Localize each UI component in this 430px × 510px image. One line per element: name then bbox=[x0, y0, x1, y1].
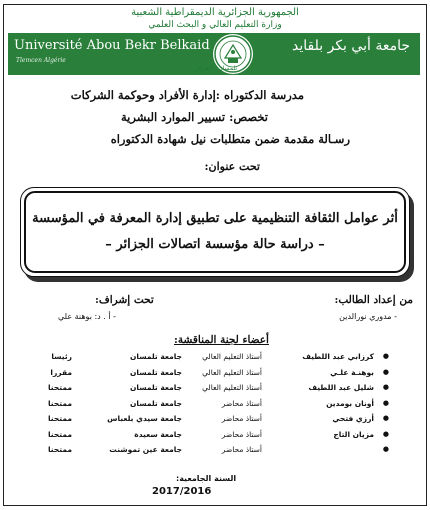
jury-member-institution: جامعة تلمسان bbox=[129, 398, 182, 408]
bullet-icon: ● bbox=[382, 398, 389, 407]
jury-member-name: أرزي فتحي bbox=[332, 414, 374, 423]
supervisor-name: - أ . د: بوهنة علي bbox=[58, 312, 116, 321]
government-header bbox=[100, 7, 330, 31]
ministry-line: وزارة التعليم العالي و البحث العلمي bbox=[148, 20, 282, 30]
specialty: تخصص: تسيير الموارد البشرية bbox=[121, 110, 268, 124]
university-name-fr: Université Abou Bekr Belkaid bbox=[14, 38, 210, 53]
jury-member-rank: أستاذ محاضر bbox=[221, 414, 262, 423]
jury-member-role: ممتحنا bbox=[47, 414, 72, 423]
jury-row bbox=[14, 352, 414, 368]
jury-member-role: ممتحنا bbox=[47, 429, 72, 439]
jury-member-role: رئيسا bbox=[51, 352, 72, 361]
republic-line: الجمهورية الجزائرية الديمقراطية الشعبية bbox=[131, 7, 299, 18]
jury-member-name: كرزابي عبد اللطيف bbox=[302, 352, 374, 361]
jury-member-role: ممتحنا bbox=[47, 383, 72, 392]
jury-member-institution: جامعة تلمسان bbox=[129, 383, 182, 392]
bullet-icon: ● bbox=[382, 445, 389, 453]
university-location-fr: Tlemcen Algérie bbox=[16, 57, 66, 64]
student-name: - مدوري نورالدين bbox=[339, 312, 397, 321]
prepared-by-label: من إعداد الطالب: bbox=[334, 294, 413, 306]
jury-row bbox=[14, 430, 414, 446]
academic-year-label: السنة الجامعية: bbox=[176, 474, 237, 483]
jury-member-institution: جامعة تلمسان bbox=[129, 352, 182, 361]
bullet-icon: ● bbox=[382, 429, 389, 438]
bullet-icon: ● bbox=[382, 383, 389, 391]
jury-title: أعضاء لجنة المناقشة: bbox=[174, 334, 269, 346]
jury-row bbox=[14, 399, 414, 415]
jury-row bbox=[14, 383, 414, 399]
doctoral-school: مدرسة الدكتوراه :إدارة الأفراد وحوكمة الشركات bbox=[70, 88, 304, 102]
title-box bbox=[20, 187, 410, 277]
under-title-label: تحت عنوان: bbox=[204, 160, 260, 173]
thesis-title-line2: – دراسة حالة مؤسسة اتصالات الجزائر – bbox=[105, 237, 325, 252]
university-name-ar: جامعة أبي بكر بلقايد bbox=[292, 38, 410, 54]
jury-member-rank: أستاذ التعليم العالي bbox=[202, 383, 262, 392]
jury-member-rank: أستاذ محاضر bbox=[221, 429, 262, 439]
jury-member-institution: جامعة سعيدة bbox=[134, 429, 182, 439]
jury-member-rank: أستاذ محاضر bbox=[221, 398, 262, 408]
jury-member-rank: أستاذ التعليم العالي bbox=[202, 367, 262, 377]
jury-member-name: شليل عبد اللطيف bbox=[308, 383, 374, 392]
thesis-title-line1: أثر عوامل الثقافة التنظيمية على تطبيق إدارة المعرفة في المؤسسة bbox=[32, 211, 398, 226]
jury-row bbox=[14, 445, 414, 461]
bullet-icon: ● bbox=[382, 414, 389, 422]
jury-member-institution: جامعة سيدي بلعباس bbox=[107, 414, 182, 423]
jury-member-role: مقررا bbox=[50, 367, 72, 377]
jury-member-role: ممتحنا bbox=[47, 398, 72, 408]
jury-row bbox=[14, 368, 414, 384]
bullet-icon: ● bbox=[382, 352, 389, 360]
academic-year-value: 2017/2016 bbox=[152, 486, 212, 497]
jury-member-name: مزيان التاج bbox=[333, 429, 374, 439]
thesis-note: رسـالة مقدمة ضمن متطلبات نيل شهادة الدكتوراه bbox=[110, 132, 350, 146]
thesis-title bbox=[24, 191, 406, 273]
university-city-ar: تلمسان - الجزائر bbox=[195, 65, 238, 72]
jury-row bbox=[14, 414, 414, 430]
jury-member-rank: أستاذ محاضر bbox=[221, 445, 262, 454]
jury-member-institution: جامعة تلمسان bbox=[129, 367, 182, 377]
bullet-icon: ● bbox=[382, 367, 389, 376]
jury-member-name: أونان بومدين bbox=[326, 398, 374, 408]
supervision-label: تحت إشراف: bbox=[95, 294, 154, 306]
jury-list bbox=[14, 352, 414, 461]
jury-member-name: بوهنـة علـي bbox=[330, 367, 374, 377]
jury-member-rank: أستاذ التعليم العالي bbox=[202, 352, 262, 361]
jury-member-institution: جامعة عين تموشنت bbox=[109, 445, 182, 454]
jury-member-role: ممتحنا bbox=[47, 445, 72, 454]
